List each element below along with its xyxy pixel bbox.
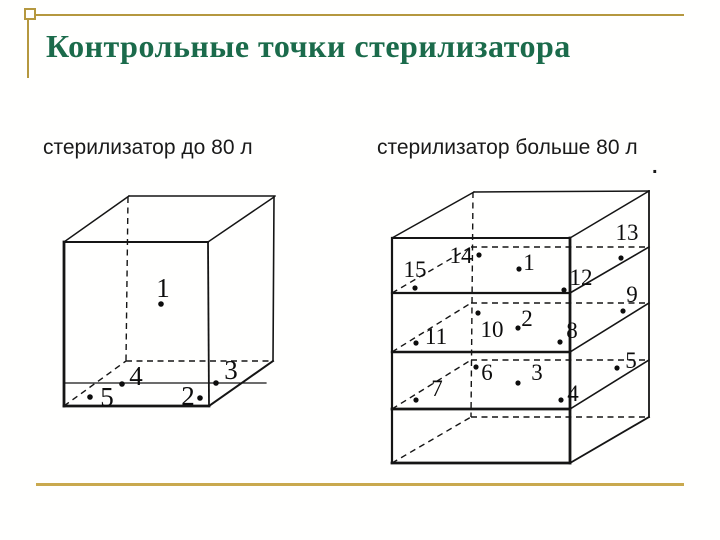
control-point-label: 5: [100, 382, 114, 412]
control-point-label: 1: [156, 273, 170, 303]
control-point-dot: [87, 394, 93, 400]
control-point-label: 15: [403, 257, 427, 282]
control-point-dot: [413, 340, 418, 345]
control-point-label: 14: [449, 243, 473, 268]
control-point-label: 3: [224, 355, 238, 385]
large-control-points: [404, 220, 639, 406]
bottom-rule: [36, 483, 684, 486]
control-point-dot: [119, 381, 125, 387]
control-point-label: 4: [567, 381, 579, 406]
small-sterilizer-diagram: [64, 196, 275, 412]
control-point-dot: [620, 308, 625, 313]
control-point-label: 2: [181, 381, 195, 411]
small-sterilizer-label: стерилизатор до 80 л: [43, 136, 253, 159]
control-point-label: 2: [521, 306, 533, 331]
control-point-dot: [561, 287, 566, 292]
control-point-label: 7: [431, 376, 443, 401]
slide-title: Контрольные точки стерилизатора: [46, 28, 571, 64]
control-point-label: 4: [129, 361, 143, 391]
large-sterilizer-diagram: [392, 191, 649, 463]
control-point-dot: [412, 285, 417, 290]
control-point-dot: [473, 364, 478, 369]
control-point-dot: [557, 339, 562, 344]
control-point-dot: [558, 397, 563, 402]
control-point-dot: [197, 395, 203, 401]
control-point-label: 5: [625, 348, 637, 373]
control-point-label: 8: [566, 318, 578, 343]
control-point-dot: [413, 397, 418, 402]
small-control-points: [87, 273, 238, 412]
control-point-dot: [475, 310, 480, 315]
control-point-dot: [614, 365, 619, 370]
control-point-label: 6: [481, 360, 493, 385]
control-point-dot: [515, 380, 520, 385]
control-point-label: 3: [531, 360, 543, 385]
control-point-label: 10: [480, 317, 504, 342]
large-sterilizer-label: стерилизатор больше 80 л: [377, 136, 638, 159]
control-point-dot: [515, 325, 520, 330]
stray-period: .: [652, 156, 658, 178]
control-point-dot: [516, 266, 521, 271]
control-point-label: 1: [523, 250, 535, 275]
control-point-label: 13: [615, 220, 639, 245]
control-point-label: 9: [626, 282, 638, 307]
control-point-label: 11: [424, 324, 448, 349]
control-point-dot: [618, 255, 623, 260]
control-point-dot: [476, 252, 481, 257]
control-point-label: 12: [569, 265, 593, 290]
control-point-dot: [213, 380, 219, 386]
